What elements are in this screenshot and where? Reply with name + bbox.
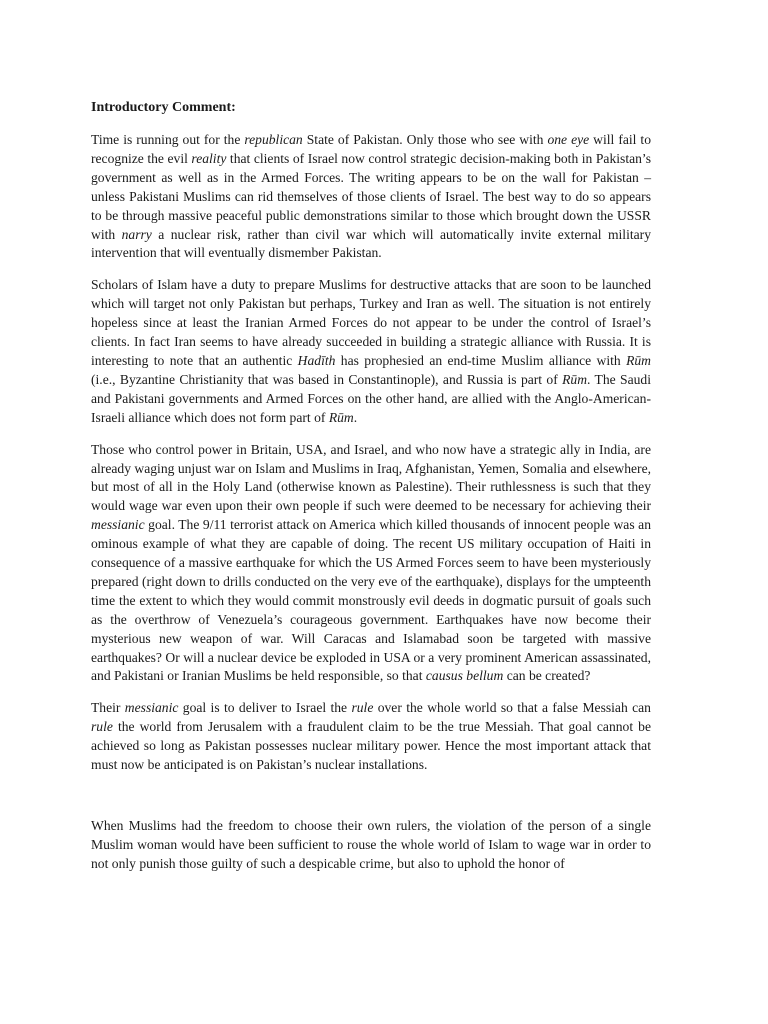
text-run: goal is to deliver to Israel the bbox=[178, 700, 352, 716]
italic-text: Hadīth bbox=[297, 352, 336, 368]
body-text bbox=[91, 131, 651, 874]
italic-text: republican bbox=[244, 132, 303, 147]
text-run: that clients of Israel now control strategic decision-making both in Pakistan’s government as well as in the Armed Forces. The writing appears to be on the wall for Pakistan – unless Pakistani Muslims can rid themselves of those clients of Israel. The best way to do so appears to be through massive peaceful public demonstrations similar to those which brought down the USSR with bbox=[91, 150, 652, 242]
text-run: When Muslims had the freedom to choose their own rulers, the violation of the person of a single Muslim woman would have been sufficient to rouse the whole world of Islam to wage war in order to not only punish those guilty of such a despicable crime, but also to uphold the honor of bbox=[91, 818, 651, 871]
body-paragraph bbox=[91, 699, 651, 775]
italic-text: causus bellum bbox=[425, 668, 504, 684]
body-paragraph bbox=[91, 276, 651, 427]
text-run: Their bbox=[91, 700, 125, 716]
text-run: . bbox=[353, 409, 358, 425]
italic-text: messianic bbox=[91, 517, 145, 533]
text-run: . The Saudi and Pakistani governments and Armed Forces on the other hand, are allied with the Anglo-American-Israeli alliance which does not form part of bbox=[91, 371, 651, 425]
text-run: will fail to recognize the evil bbox=[91, 132, 651, 166]
text-run: (i.e., Byzantine Christianity that was based in Constantinople), and Russia is part of bbox=[91, 371, 563, 387]
italic-text: Rūm bbox=[626, 352, 651, 368]
text-run: State of Pakistan. Only those who see with bbox=[302, 132, 548, 147]
text-run: has prophesied an end-time Muslim alliance with bbox=[335, 352, 627, 368]
italic-text: narry bbox=[121, 226, 152, 242]
text-run: Scholars of Islam have a duty to prepare Muslims for destructive attacks that are soon to be launched which will target not only Pakistan but perhaps, Turkey and Iran as well. The situation is not entirely hopeless since at least the Iranian Armed Forces do not appear to be under the control of Israel’s clients. In fact Iran seems to have already succeeded in building a strategic alliance with Russia. It is interesting to note that an authentic bbox=[91, 277, 651, 368]
text-run: goal. The 9/11 terrorist attack on America which killed thousands of innocent people was an ominous example of what they are capable of doing. The recent US military occupation of Haiti in consequence of a massive earthquake for which the US Armed Forces seem to have been mysteriously prepared (right down to drills conducted on the very eve of the earthquake), displays for the umpteenth time the extent to which they would commit monstrously evil deeds in dogmatic pursuit of goals such as the overthrow of Venezuela’s courageous government. Earthquakes have now become their mysterious new weapon of war. Will Caracas and Islamabad soon be targeted with massive earthquakes? Or will a nuclear device be exploded in USA or a very prominent American assassinated, and Pakistani or Iranian Muslims be held responsible, so that bbox=[91, 517, 651, 684]
document-page bbox=[91, 98, 651, 887]
italic-text: one eye bbox=[547, 132, 590, 147]
text-run: Those who control power in Britain, USA, and Israel, and who now have a strategic ally in India, are already waging unjust war on Islam and Muslims in Iraq, Afghanistan, Yemen, Somalia and elsewhere, but most of all in the Holy Land (otherwise known as Palestine). Their ruthlessness is such that they would wage war even upon their own people if such were deemed to be necessary for achieving their bbox=[91, 441, 651, 514]
body-paragraph bbox=[91, 441, 651, 687]
text-run: Time is running out for the bbox=[91, 132, 245, 147]
section-heading: Introductory Comment: bbox=[91, 100, 236, 115]
italic-text: rule bbox=[351, 700, 374, 716]
text-run: over the whole world so that a false Messiah can bbox=[373, 700, 651, 716]
body-paragraph bbox=[91, 817, 651, 874]
italic-text: messianic bbox=[124, 700, 179, 716]
body-paragraph bbox=[91, 131, 651, 263]
text-run: the world from Jerusalem with a fraudulent claim to be the true Messiah. That goal cannot be achieved so long as Pakistan possesses nuclear military power. Hence the most important attack that must now be anticipated is on Pakistan’s nuclear installations. bbox=[91, 719, 651, 773]
text-run: a nuclear risk, rather than civil war which will automatically invite external military intervention that will eventually dismember Pakistan. bbox=[91, 226, 651, 261]
text-run: can be created? bbox=[503, 668, 591, 684]
italic-text: rule bbox=[91, 719, 113, 735]
italic-text: reality bbox=[191, 150, 227, 166]
italic-text: Rūm bbox=[562, 371, 588, 387]
italic-text: Rūm bbox=[328, 409, 354, 425]
